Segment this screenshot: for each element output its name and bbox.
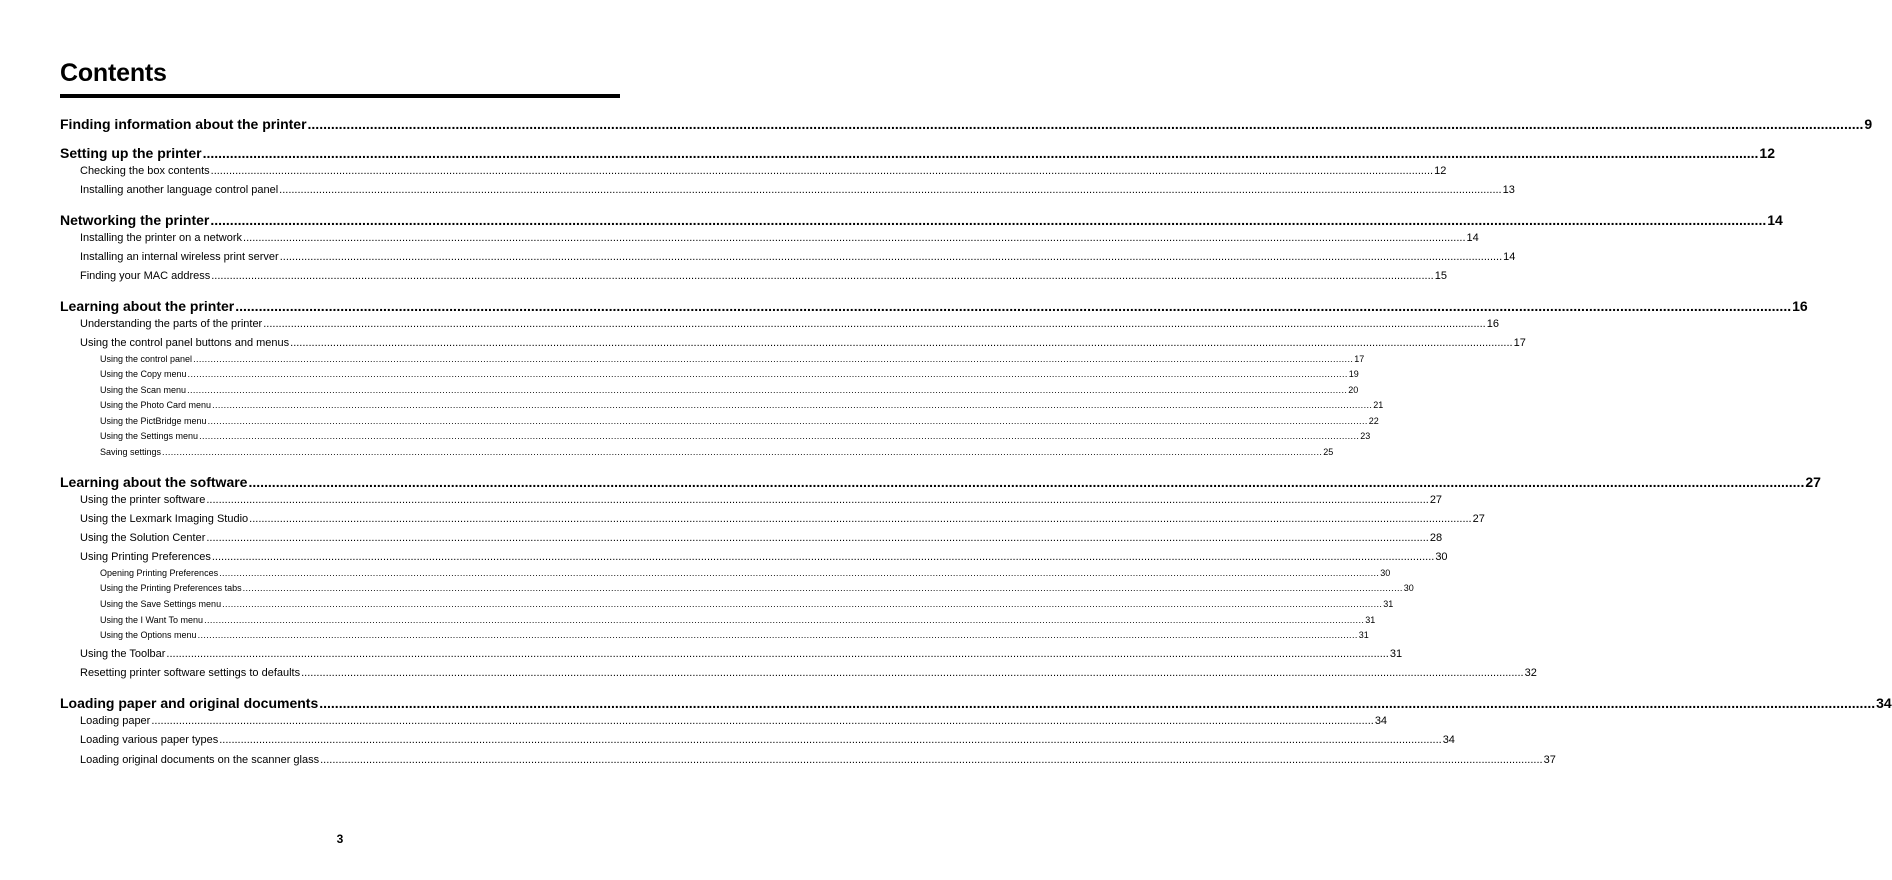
dot-leader: ................................................................................................................................................................................................................................................................................................................................................................................................................: [211, 270, 1434, 282]
toc-entry-level-2[interactable]: [80, 250, 1516, 264]
dot-leader: ................................................................................................................................................................................................................................................................................................................................................................................................................: [211, 551, 1435, 563]
toc-entry-page: 27: [1472, 513, 1485, 525]
toc-entry-label: Checking the box contents: [80, 165, 210, 177]
toc-entry-level-3[interactable]: [100, 399, 1384, 411]
toc-entry-level-2[interactable]: [80, 550, 1448, 564]
toc-entry-label: Loading original documents on the scanner glass: [80, 754, 320, 766]
toc-entry-label: Loading paper: [80, 715, 151, 727]
toc-entry-page: 13: [1502, 184, 1515, 196]
toc-entry-label: Installing the printer on a network: [80, 232, 243, 244]
toc-entry-label: Using the Photo Card menu: [100, 400, 212, 410]
toc-entry-level-1[interactable]: [60, 297, 1808, 315]
toc-entry-level-2[interactable]: [80, 666, 1537, 680]
dot-leader: ................................................................................................................................................................................................................................................................................................................................................................................................................: [263, 318, 1486, 330]
toc-entry-label: Learning about the printer: [60, 298, 235, 314]
dot-leader: ................................................................................................................................................................................................................................................................................................................................................................................................................: [279, 184, 1502, 196]
dot-leader: ................................................................................................................................................................................................................................................................................................................................................................................................................: [248, 474, 1805, 490]
dot-leader: ................................................................................................................................................................................................................................................................................................................................................................................................................: [249, 513, 1472, 525]
toc-entry-level-3[interactable]: [100, 384, 1359, 396]
dot-leader: ................................................................................................................................................................................................................................................................................................................................................................................................................: [206, 532, 1429, 544]
toc-entry-page: 16: [1486, 318, 1499, 330]
toc-entry-label: Learning about the software: [60, 474, 248, 490]
toc-entry-page: 34: [1374, 715, 1388, 727]
toc-entry-level-1[interactable]: [60, 694, 1892, 712]
dot-leader: ................................................................................................................................................................................................................................................................................................................................................................................................................: [166, 648, 1389, 660]
toc-entry-level-2[interactable]: [80, 714, 1388, 728]
toc-entry-level-2[interactable]: [80, 183, 1515, 197]
toc-entry-page: 37: [1543, 754, 1556, 766]
toc-entry-page: 17: [1513, 337, 1526, 349]
dot-leader: ................................................................................................................................................................................................................................................................................................................................................................................................................: [210, 212, 1767, 228]
toc-entry-level-2[interactable]: [80, 269, 1447, 283]
dot-leader: ................................................................................................................................................................................................................................................................................................................................................................................................................: [243, 232, 1466, 244]
title-rule: [60, 94, 620, 98]
toc-entry-label: Using the Options menu: [100, 630, 197, 640]
dot-leader: ................................................................................................................................................................................................................................................................................................................................................................................................................: [235, 298, 1792, 314]
toc-entry-label: Opening Printing Preferences: [100, 568, 219, 578]
toc-entry-level-2[interactable]: [80, 512, 1485, 526]
toc-entry-label: Using the Scan menu: [100, 385, 187, 395]
toc-entry-label: Using the Lexmark Imaging Studio: [80, 513, 249, 525]
toc-entry-level-1[interactable]: [60, 115, 1873, 133]
toc-entry-page: 14: [1503, 251, 1516, 263]
toc-entry-level-2[interactable]: [80, 336, 1526, 350]
toc-entry-page: 15: [1434, 270, 1447, 282]
dot-leader: ................................................................................................................................................................................................................................................................................................................................................................................................................: [193, 354, 1354, 364]
toc-entry-page: 34: [1876, 695, 1892, 711]
toc-entry-label: Setting up the printer: [60, 145, 202, 161]
toc-entry-level-3[interactable]: [100, 415, 1379, 427]
dot-leader: ................................................................................................................................................................................................................................................................................................................................................................................................................: [320, 754, 1543, 766]
toc-entry-page: 14: [1767, 212, 1783, 228]
page-number: 3: [336, 832, 344, 846]
dot-leader: ................................................................................................................................................................................................................................................................................................................................................................................................................: [301, 667, 1524, 679]
dot-leader: ................................................................................................................................................................................................................................................................................................................................................................................................................: [199, 431, 1360, 441]
toc-entry-level-2[interactable]: [80, 647, 1403, 661]
toc-entry-level-3[interactable]: [100, 598, 1394, 610]
toc-entry-level-1[interactable]: [60, 211, 1783, 229]
toc-entry-page: 20: [1348, 385, 1359, 395]
toc-entry-label: Using Printing Preferences: [80, 551, 211, 563]
toc-entry-label: Finding your MAC address: [80, 270, 211, 282]
toc-entry-label: Using the control panel: [100, 354, 193, 364]
dot-leader: ................................................................................................................................................................................................................................................................................................................................................................................................................: [151, 715, 1374, 727]
toc-entry-label: Networking the printer: [60, 212, 210, 228]
dot-leader: ................................................................................................................................................................................................................................................................................................................................................................................................................: [279, 251, 1503, 263]
toc-entry-page: 31: [1358, 630, 1369, 640]
toc-entry-page: 27: [1805, 474, 1821, 490]
toc-entry-page: 22: [1368, 416, 1379, 426]
toc-entry-label: Using the I Want To menu: [100, 615, 204, 625]
toc-entry-label: Using the Printing Preferences tabs: [100, 583, 242, 593]
dot-leader: ................................................................................................................................................................................................................................................................................................................................................................................................................: [307, 116, 1864, 132]
toc-entry-page: 23: [1360, 431, 1371, 441]
toc-entry-label: Installing another language control panel: [80, 184, 279, 196]
dot-leader: ................................................................................................................................................................................................................................................................................................................................................................................................................: [222, 599, 1383, 609]
toc-entry-page: 31: [1383, 599, 1394, 609]
toc-entry-level-3[interactable]: [100, 629, 1369, 641]
toc-entry-page: 30: [1380, 568, 1391, 578]
dot-leader: ................................................................................................................................................................................................................................................................................................................................................................................................................: [210, 165, 1434, 177]
toc-entry-page: 14: [1466, 232, 1479, 244]
toc-entry-label: Resetting printer software settings to defaults: [80, 667, 301, 679]
toc-entry-page: 31: [1389, 648, 1403, 660]
toc-entry-page: 34: [1442, 734, 1455, 746]
toc-entry-label: Using the control panel buttons and menus: [80, 337, 290, 349]
toc-entry-level-2[interactable]: [80, 493, 1443, 507]
toc-entry-label: Loading various paper types: [80, 734, 219, 746]
toc-entry-label: Installing an internal wireless print server: [80, 251, 279, 263]
toc-entry-page: 21: [1373, 400, 1384, 410]
dot-leader: ................................................................................................................................................................................................................................................................................................................................................................................................................: [207, 416, 1368, 426]
toc-entry-page: 27: [1429, 494, 1443, 506]
toc-entry-level-2[interactable]: [80, 753, 1556, 767]
dot-leader: ................................................................................................................................................................................................................................................................................................................................................................................................................: [187, 369, 1348, 379]
dot-leader: ................................................................................................................................................................................................................................................................................................................................................................................................................: [206, 494, 1429, 506]
toc-entry-level-1[interactable]: [60, 144, 1775, 162]
dot-leader: ................................................................................................................................................................................................................................................................................................................................................................................................................: [242, 583, 1403, 593]
dot-leader: ................................................................................................................................................................................................................................................................................................................................................................................................................: [202, 145, 1759, 161]
toc-entry-page: 12: [1759, 145, 1775, 161]
toc-entry-page: 9: [1864, 116, 1873, 132]
dot-leader: ................................................................................................................................................................................................................................................................................................................................................................................................................: [162, 447, 1323, 457]
toc-entry-level-2[interactable]: [80, 231, 1479, 245]
toc-entry-page: 28: [1429, 532, 1443, 544]
toc-entry-label: Saving settings: [100, 447, 162, 457]
toc-entry-label: Loading paper and original documents: [60, 695, 319, 711]
toc-entry-page: 30: [1435, 551, 1448, 563]
toc-entry-page: 32: [1524, 667, 1537, 679]
dot-leader: ................................................................................................................................................................................................................................................................................................................................................................................................................: [204, 615, 1365, 625]
toc-entry-page: 17: [1354, 354, 1365, 364]
toc-entry-label: Using the PictBridge menu: [100, 416, 207, 426]
toc-entry-level-3[interactable]: [100, 430, 1371, 442]
toc-entry-label: Using the Settings menu: [100, 431, 199, 441]
toc-entry-level-2[interactable]: [80, 317, 1499, 331]
toc-entry-label: Using the Toolbar: [80, 648, 166, 660]
dot-leader: ................................................................................................................................................................................................................................................................................................................................................................................................................: [319, 695, 1876, 711]
toc-entry-label: Using the Solution Center: [80, 532, 206, 544]
toc-entry-page: 30: [1403, 583, 1414, 593]
toc-entry-page: 16: [1792, 298, 1808, 314]
toc-entry-level-2[interactable]: [80, 164, 1447, 178]
toc-entry-level-3[interactable]: [100, 368, 1359, 380]
toc-entry-label: Using the Copy menu: [100, 369, 187, 379]
dot-leader: ................................................................................................................................................................................................................................................................................................................................................................................................................: [212, 400, 1373, 410]
toc-entry-level-3[interactable]: [100, 446, 1334, 458]
toc-entry-level-3[interactable]: [100, 582, 1414, 594]
toc-entry-level-2[interactable]: [80, 733, 1455, 747]
page-title: Contents: [60, 59, 167, 87]
toc-entry-level-3[interactable]: [100, 567, 1391, 579]
toc-entry-page: 31: [1365, 615, 1376, 625]
toc-entry-level-3[interactable]: [100, 353, 1365, 365]
toc-entry-page: 19: [1348, 369, 1359, 379]
dot-leader: ................................................................................................................................................................................................................................................................................................................................................................................................................: [219, 734, 1442, 746]
toc-entry-label: Finding information about the printer: [60, 116, 307, 132]
toc-entry-level-2[interactable]: [80, 531, 1443, 545]
toc-entry-level-3[interactable]: [100, 614, 1376, 626]
toc-entry-label: Using the Save Settings menu: [100, 599, 222, 609]
dot-leader: ................................................................................................................................................................................................................................................................................................................................................................................................................: [219, 568, 1380, 578]
toc-entry-page: 25: [1323, 447, 1334, 457]
toc-entry-page: 12: [1434, 165, 1447, 177]
toc-entry-label: Using the printer software: [80, 494, 206, 506]
dot-leader: ................................................................................................................................................................................................................................................................................................................................................................................................................: [187, 385, 1348, 395]
dot-leader: ................................................................................................................................................................................................................................................................................................................................................................................................................: [290, 337, 1513, 349]
toc-entry-level-1[interactable]: [60, 473, 1821, 491]
toc-entry-label: Understanding the parts of the printer: [80, 318, 263, 330]
dot-leader: ................................................................................................................................................................................................................................................................................................................................................................................................................: [197, 630, 1358, 640]
